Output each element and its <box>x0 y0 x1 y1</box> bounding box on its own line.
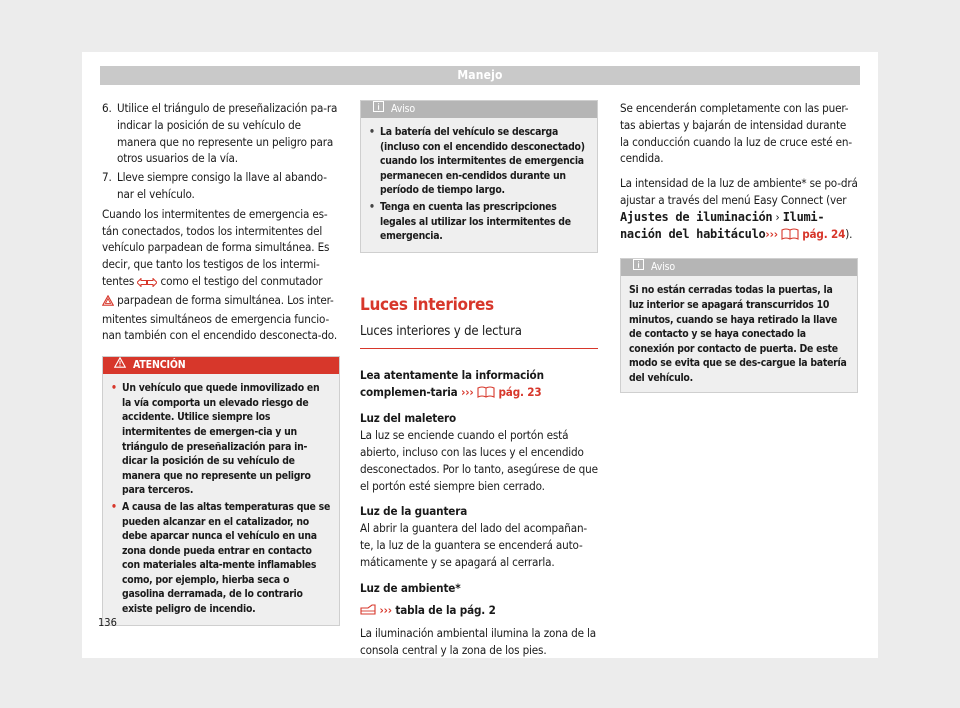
menu-path-2: Ilumi-nación del habitáculo <box>620 209 825 241</box>
menu-path-1: Ajustes de iluminación <box>620 209 773 224</box>
list-item <box>369 125 589 198</box>
list-item <box>369 200 589 244</box>
link-arrows: ››› <box>765 226 778 241</box>
intro-paragraph <box>360 367 598 403</box>
paragraph-text: como el testigo del conmutador <box>160 273 323 288</box>
heading-ambiente: Luz de ambiente* <box>360 580 461 595</box>
list-item <box>111 500 331 617</box>
bullet-text: Tenga en cuenta las prescripciones legales al utilizar los intermitentes de emergencia. <box>380 200 571 243</box>
list-item <box>111 381 331 498</box>
notice-title: Aviso <box>651 261 676 274</box>
hazard-paragraph <box>102 206 340 344</box>
info-icon <box>631 259 645 276</box>
bullet-text: Un vehículo que quede inmovilizado en la vía comporta un elevado riesgo de accidente. Utilice siempre los intermitentes de emergen-cia y un triángulo de preseñalización para in-dicar la posición de su vehículo de manera que no represente un peligro para terceros. <box>122 382 320 497</box>
info-icon <box>371 101 385 118</box>
notice-header <box>621 259 857 276</box>
page-link[interactable]: pág. 23 <box>498 384 542 399</box>
section-title: Luces interiores <box>360 294 494 315</box>
hazard-triangle-icon <box>102 294 114 311</box>
column-left <box>102 100 340 626</box>
book-icon[interactable] <box>477 386 495 403</box>
notice-body <box>361 118 597 252</box>
bullet-icon: • <box>369 200 375 213</box>
column-right <box>620 100 858 393</box>
warning-body <box>103 374 339 625</box>
notice-box <box>360 100 598 253</box>
link-arrows: ››› <box>379 603 392 618</box>
bullet-icon: • <box>369 126 375 138</box>
list-item <box>102 169 340 203</box>
notice-box <box>620 258 858 392</box>
list-number: 7. <box>102 170 112 185</box>
heading-maletero: Luz del maletero <box>360 411 457 426</box>
bullet-icon: • <box>111 382 117 395</box>
notice-header <box>361 101 597 118</box>
intro-text: Lea atentamente la información complemen-taria <box>360 367 544 399</box>
list-number: 6. <box>102 101 112 115</box>
paragraph-text: ). <box>845 226 853 241</box>
bullet-icon: • <box>111 500 117 513</box>
bullet-text: A causa de las altas temperaturas que se pueden alcanzar en el catalizador, no debe aparcar nunca el vehículo en una zona donde pueda entrar en contacto con materiales alta-mente inflamables como, por ejemplo, hierba seca o gasolina derramada, de lo contrario existe peligro de incendio. <box>122 500 331 616</box>
page-link[interactable]: pág. 24 <box>802 226 846 241</box>
paragraph-intensity: Se encenderán completamente con las puer-tas abiertas y bajarán de intensidad durante la conducción cuando la luz de cruce esté en-cendida. <box>620 101 852 166</box>
warning-box <box>102 356 340 626</box>
paragraph-maletero: La luz se enciende cuando el portón está abierto, incluso con las luces y el encendido desconectados. Por lo tanto, asegúrese de que el portón esté siempre bien cerrado. <box>360 428 598 493</box>
page-number: 136 <box>98 616 117 629</box>
menu-separator: › <box>775 209 780 224</box>
paragraph-menu <box>620 175 858 244</box>
column-middle <box>360 100 598 667</box>
warning-header <box>103 357 339 374</box>
link-arrows: ››› <box>461 384 474 399</box>
list-text: Lleve siempre consigo la llave al abando-nar el vehículo. <box>117 170 327 201</box>
list-item <box>102 100 340 167</box>
book-icon[interactable] <box>781 228 799 245</box>
paragraph-guantera: Al abrir la guantera del lado del acompañan-te, la luz de la guantera se encenderá auto-máticamente y se apagará al cerrarla. <box>360 521 588 569</box>
bullet-text: La batería del vehículo se descarga (incluso con el encendido desconectado) cuando los intermitentes de emergencia permanecen en-cendidos durante un período de tiempo largo. <box>380 126 585 197</box>
warning-title: ATENCIÓN <box>133 359 186 372</box>
numbered-list <box>102 100 340 203</box>
paragraph-text: Cuando los intermitentes de emergencia es-tán conectados, todos los intermitentes del vehículo parpadean de forma simultánea. Es decir, que tanto los testigos de los intermi-tentes <box>102 206 330 288</box>
warning-icon <box>113 357 127 374</box>
list-text: Utilice el triángulo de preseñalización pa-ra indicar la posición de su vehículo de manera que no represente un peligro para otros usuarios de la vía. <box>117 101 338 166</box>
turn-signal-left-icon <box>137 275 147 292</box>
table-link[interactable]: tabla de la pág. 2 <box>395 603 496 618</box>
page-header: Manejo <box>100 66 860 85</box>
notice-title: Aviso <box>391 103 416 115</box>
notice-body: Si no están cerradas todas la puertas, la luz interior se apagará transcurridos 10 minutos, cuando se haya retirado la llave de contacto y se haya conectado la conexión por contacto de puerta. De este modo se evita que se des-cargue la batería del vehículo. <box>629 284 847 384</box>
turn-signal-right-icon <box>147 275 157 292</box>
paragraph-text: La intensidad de la luz de ambiente* se po-drá ajustar a través del menú Easy Connect (ver <box>620 176 858 207</box>
paragraph-text: parpadean de forma simultánea. Los inter-mitentes simultáneos de emergencia funcio-nan también con el encendido desconecta-do. <box>102 292 337 343</box>
heading-guantera: Luz de la guantera <box>360 504 468 519</box>
car-icon <box>360 604 376 621</box>
section-subtitle: Luces interiores y de lectura <box>360 323 598 349</box>
paragraph-ambiente: La iluminación ambiental ilumina la zona de la consola central y la zona de los pies. <box>360 626 597 657</box>
